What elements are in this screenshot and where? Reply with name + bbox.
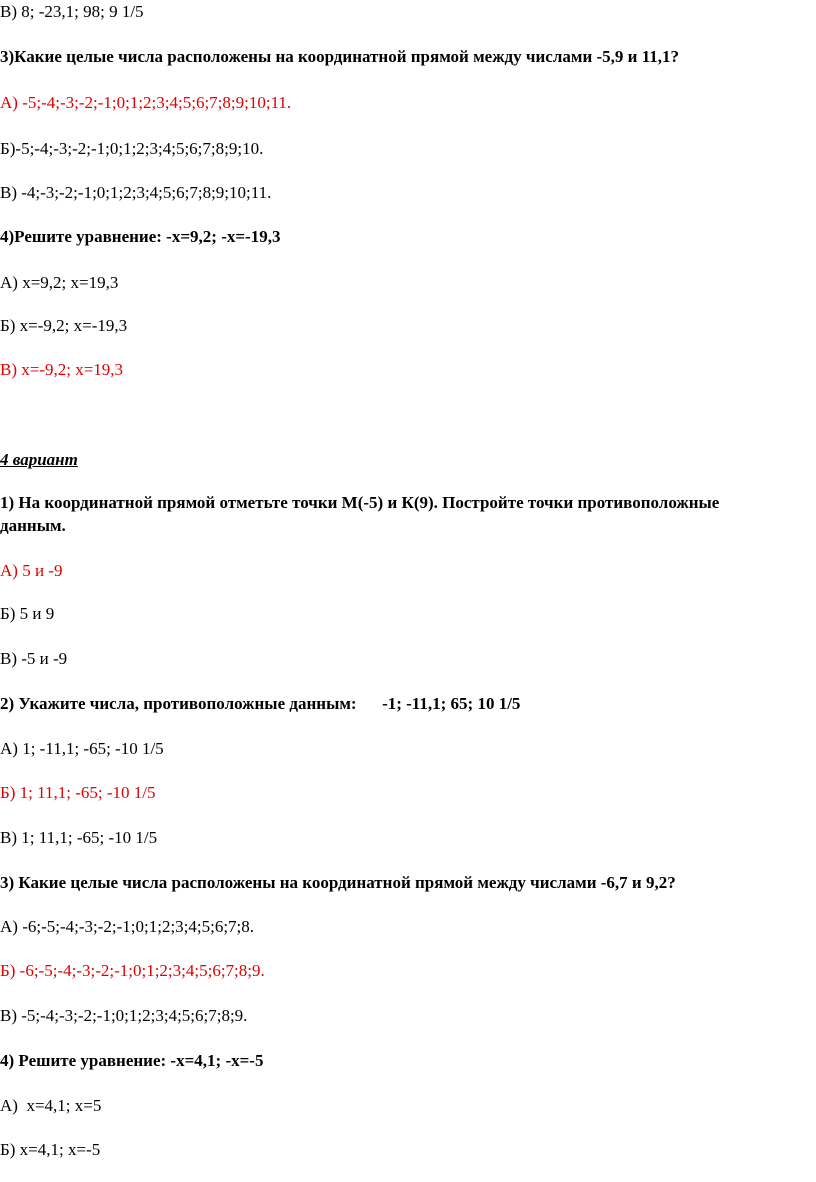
question-1-line-1: 1) На координатной прямой отметьте точки М(-5) и К(9). Постройте точки противоположные: [0, 493, 720, 512]
variant-heading: 4 вариант: [0, 450, 78, 469]
answer-option-b: Б) х=-9,2; х=-19,3: [0, 316, 128, 335]
question-1-line-2: данным.: [0, 516, 66, 535]
answer-option-v: В) -5;-4;-3;-2;-1;0;1;2;3;4;5;6;7;8;9.: [0, 1006, 248, 1025]
answer-option-v: В) 8; -23,1; 98; 9 1/5: [0, 2, 144, 21]
answer-option-b: Б) х=4,1; х=-5: [0, 1140, 101, 1159]
question-4: 4)Решите уравнение: -x=9,2; -x=-19,3: [0, 227, 281, 246]
answer-option-v: В) -4;-3;-2;-1;0;1;2;3;4;5;6;7;8;9;10;11.: [0, 183, 272, 202]
answer-option-a: А) -6;-5;-4;-3;-2;-1;0;1;2;3;4;5;6;7;8.: [0, 917, 255, 936]
answer-option-a: А) 1; -11,1; -65; -10 1/5: [0, 739, 164, 758]
question-2: 2) Укажите числа, противоположные данным: -1; -11,1; 65; 10 1/5: [0, 694, 521, 713]
question-3: 3) Какие целые числа расположены на координатной прямой между числами -6,7 и 9,2?: [0, 873, 676, 892]
answer-option-a-correct: А) 5 и -9: [0, 561, 63, 580]
answer-option-b-correct: Б) -6;-5;-4;-3;-2;-1;0;1;2;3;4;5;6;7;8;9.: [0, 961, 265, 980]
answer-option-v: В) 1; 11,1; -65; -10 1/5: [0, 828, 158, 847]
question-4: 4) Решите уравнение: -x=4,1; -x=-5: [0, 1051, 264, 1070]
answer-option-v-correct: В) х=-9,2; х=19,3: [0, 360, 124, 379]
answer-option-a: А) х=4,1; х=5: [0, 1096, 102, 1115]
answer-option-b-correct: Б) 1; 11,1; -65; -10 1/5: [0, 783, 156, 802]
answer-option-v: В) -5 и -9: [0, 649, 68, 668]
answer-option-b: Б)-5;-4;-3;-2;-1;0;1;2;3;4;5;6;7;8;9;10.: [0, 139, 264, 158]
answer-option-b: Б) 5 и 9: [0, 604, 55, 623]
question-3: 3)Какие целые числа расположены на координатной прямой между числами -5,9 и 11,1?: [0, 47, 680, 66]
answer-option-a: А) х=9,2; х=19,3: [0, 273, 119, 292]
answer-option-a-correct: А) -5;-4;-3;-2;-1;0;1;2;3;4;5;6;7;8;9;10;11.: [0, 93, 292, 112]
